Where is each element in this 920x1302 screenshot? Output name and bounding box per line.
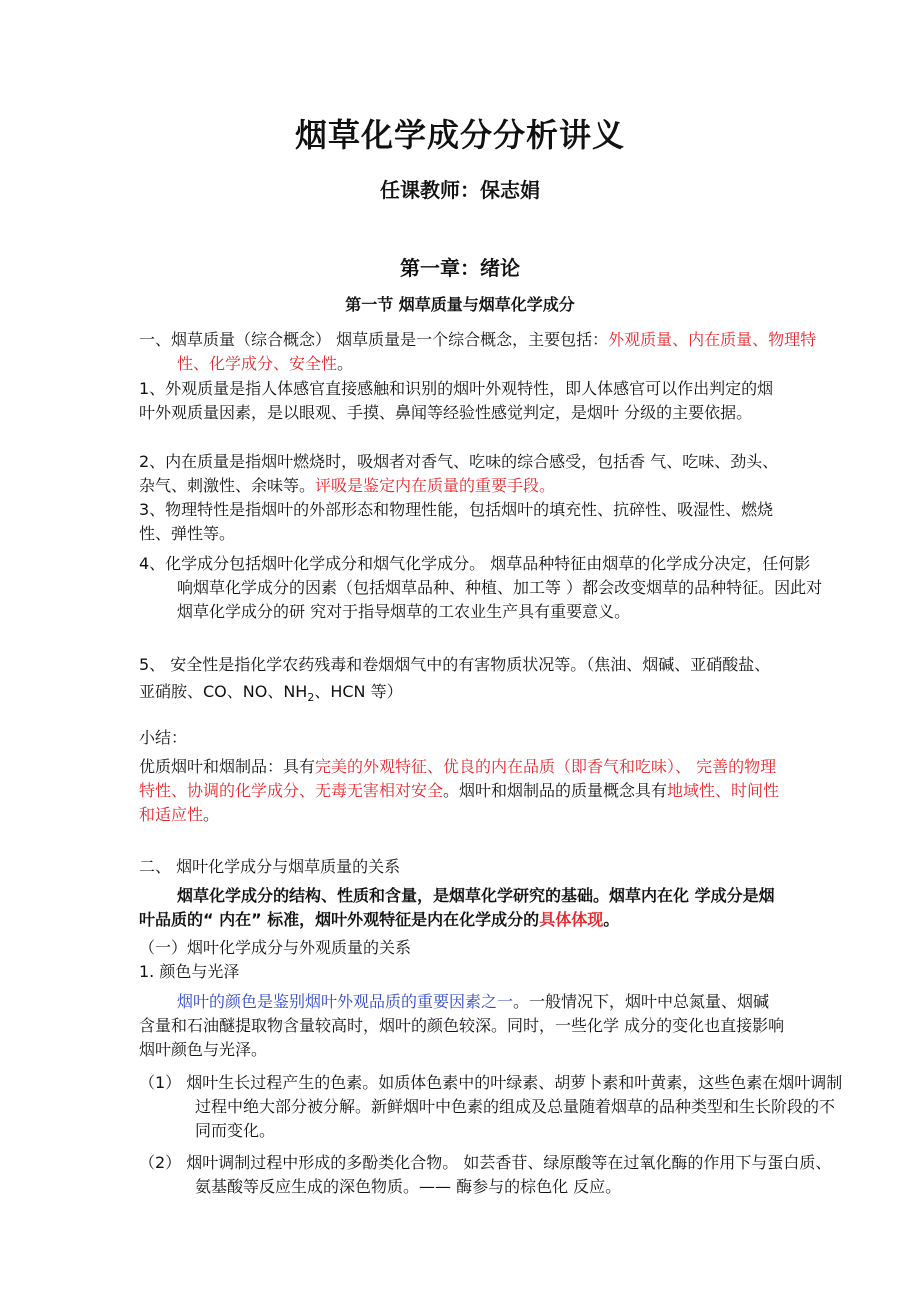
paragraph-chemical: 4、化学成分包括烟叶化学成分和烟气化学成分。 烟草品种特征由烟草的化学成分决定，任何影响烟草化学成分的因素（包括烟草品种、种植、加工等 ）都会改变烟草的品种特征。因此对烟草化学成分的研 究对于指导烟草的工农业生产具有重要意义。 xyxy=(139,554,823,621)
teacher-line: 任课教师：保志娟 xyxy=(380,178,540,202)
section-heading: 第一节 烟草质量与烟草化学成分 xyxy=(345,295,575,314)
section-two-heading: 二、 烟叶化学成分与烟草质量的关系 xyxy=(139,857,401,876)
paragraph-appearance: 1、外观质量是指人体感官直接感触和识别的烟叶外观特性，即人体感官可以作出判定的烟叶外观质量因素，是以眼观、手摸、鼻闻等经验性感觉判定，是烟叶 分级的主要依据。 xyxy=(139,379,774,422)
section-two-intro: 烟草化学成分的结构、性质和含量，是烟草化学研究的基础。烟草内在化 学成分是烟叶品质的“ 内在” 标准，烟叶外观特征是内在化学成分的具体体现。 xyxy=(139,886,775,929)
summary-paragraph: 优质烟叶和烟制品：具有完美的外观特征、优良的内在品质（即香气和吃味）、 完善的物理特性、协调的化学成分、无毒无害相对安全。烟叶和烟制品的质量概念具有地域性、时间性和适应性。 xyxy=(139,757,780,824)
document-title: 烟草化学成分分析讲义 xyxy=(294,116,625,154)
subsection-heading: （一）烟叶化学成分与外观质量的关系 xyxy=(139,938,412,957)
list-item-polyphenols: （2） 烟叶调制过程中形成的多酚类化合物。 如芸香苷、绿原酸等在过氧化酶的作用下与蛋白质、氨基酸等反应生成的深色物质。—— 酶参与的棕色化 反应。 xyxy=(139,1153,832,1196)
paragraph-safety: 5、 安全性是指化学农药残毒和卷烟烟气中的有害物质状况等。（焦油、烟碱、亚硝酸盐、亚硝胺、CO、NO、$NH_2$、HCN 等） xyxy=(139,655,771,705)
paragraph-intrinsic: 2、内在质量是指烟叶燃烧时，吸烟者对香气、吃味的综合感受，包括香 气、吃味、劲头、杂气、刺激性、余味等。评吸是鉴定内在质量的重要手段。 xyxy=(139,452,779,495)
chapter-heading: 第一章：绪论 xyxy=(400,256,520,280)
paragraph-physical: 3、物理特性是指烟叶的外部形态和物理性能，包括烟叶的填充性、抗碎性、吸湿性、燃烧性、弹性等。 xyxy=(139,500,774,543)
color-paragraph: 烟叶的颜色是鉴别烟叶外观品质的重要因素之一。一般情况下，烟叶中总氮量、烟碱含量和石油醚提取物含量较高时，烟叶的颜色较深。同时，一些化学 成分的变化也直接影响烟叶颜色与光泽。 xyxy=(139,992,785,1059)
paragraph-quality-overview: 一、烟草质量（综合概念） 烟草质量是一个综合概念，主要包括：外观质量、内在质量、物理特性、化学成分、安全性。 xyxy=(139,330,817,373)
subsection-item-heading: 1. 颜色与光泽 xyxy=(139,962,240,981)
summary-heading: 小结： xyxy=(139,728,188,747)
list-item-pigments: （1） 烟叶生长过程产生的色素。如质体色素中的叶绿素、胡萝卜素和叶黄素，这些色素在烟叶调制过程中绝大部分被分解。新鲜烟叶中色素的组成及总量随着烟草的品种类型和生长阶段的不同而变化。 xyxy=(139,1073,843,1140)
